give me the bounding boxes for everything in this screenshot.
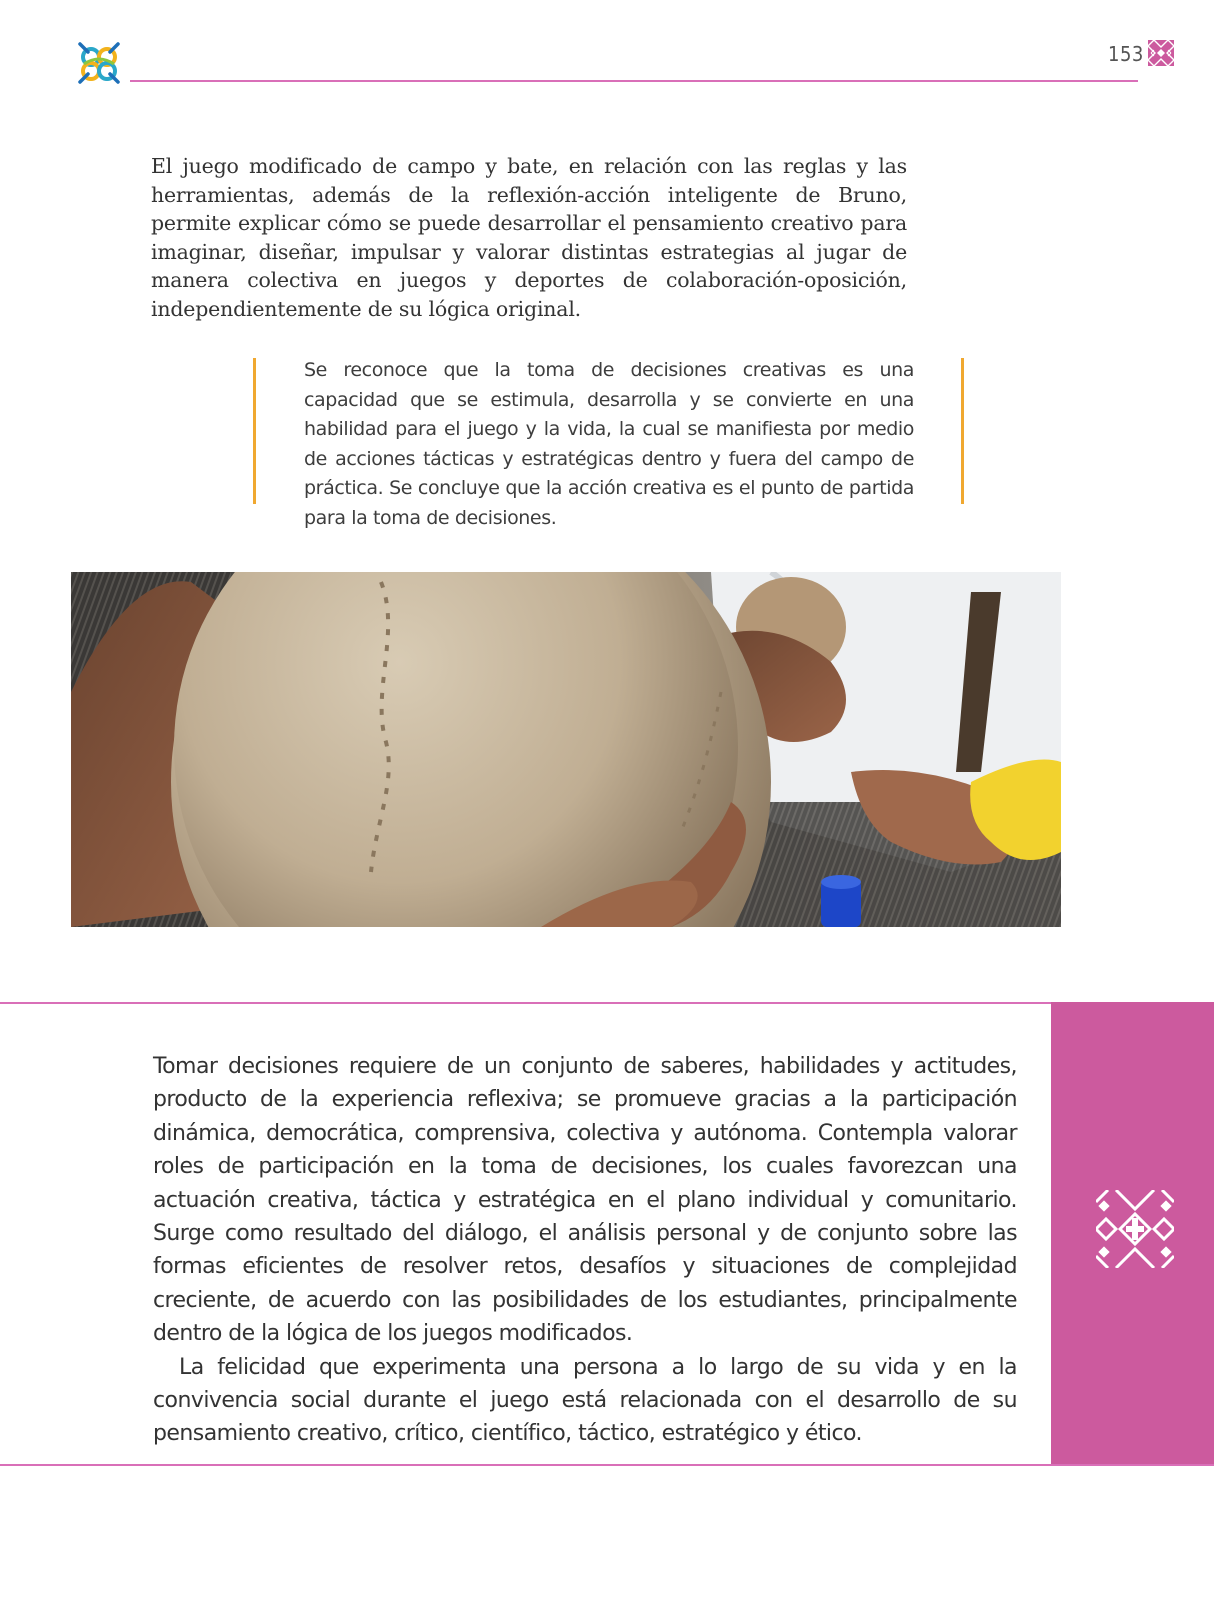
header-rule xyxy=(130,80,1138,82)
section-top-rule xyxy=(0,1002,1214,1004)
intro-paragraph: El juego modificado de campo y bate, en relación con las reglas y las herramientas, además de la reflexión-acción inteligente de Bruno, permite explicar cómo se puede desarrollar el pensamiento creativo para imaginar, diseñar, impulsar y valorar distintas estrategias al jugar de manera colectiva en juegos y deportes de colaboración-oposición, independientemente de su lógica original. xyxy=(151,154,907,321)
woven-pattern-icon xyxy=(1148,40,1174,66)
section-bottom-rule xyxy=(0,1464,1214,1466)
body-paragraph: Tomar decisiones requiere de un conjunto de saberes, habilidades y actitudes, producto de la experiencia reflexiva; se promueve gracias a la participación dinámica, democrática, comprensiva, colectiva y autónoma. Contempla valorar roles de participación en la toma de decisiones, los cuales favorezcan una actuación creativa, táctica y estratégica en el plano individual y comunitario. Surge como resultado del diálogo, el análisis personal y de conjunto sobre las formas eficientes de resolver retos, desafíos y situaciones de complejidad creciente, de acuerdo con las posibilidades de los estudiantes, principalmente dentro de la lógica de los juegos modificados. xyxy=(153,1054,1017,1347)
interlaced-rings-logo-icon xyxy=(76,40,122,86)
body-text xyxy=(153,1050,1017,1451)
quote-bar-left xyxy=(253,358,256,504)
body-paragraph: La felicidad que experimenta una persona a lo largo de su vida y en la convivencia social durante el juego está relacionada con el desarrollo de su pensamiento creativo, crítico, científico, táctico, estratégico y ético. xyxy=(153,1354,1017,1447)
pull-quote: Se reconoce que la toma de decisiones creativas es una capacidad que se estimula, desarrolla y se convierte en una habilidad para el juego y la vida, la cual se manifiesta por medio de acciones tácticas y estratégicas dentro y fuera del campo de práctica. Se concluye que la acción creativa es el punto de partida para la toma de decisiones. xyxy=(304,359,914,529)
photo-illustration xyxy=(71,572,1061,927)
page-number: 153 xyxy=(1108,42,1144,66)
woven-pattern-icon xyxy=(1096,1190,1174,1268)
hand-holding-ball-photo xyxy=(71,572,1061,927)
quote-bar-right xyxy=(961,358,964,504)
